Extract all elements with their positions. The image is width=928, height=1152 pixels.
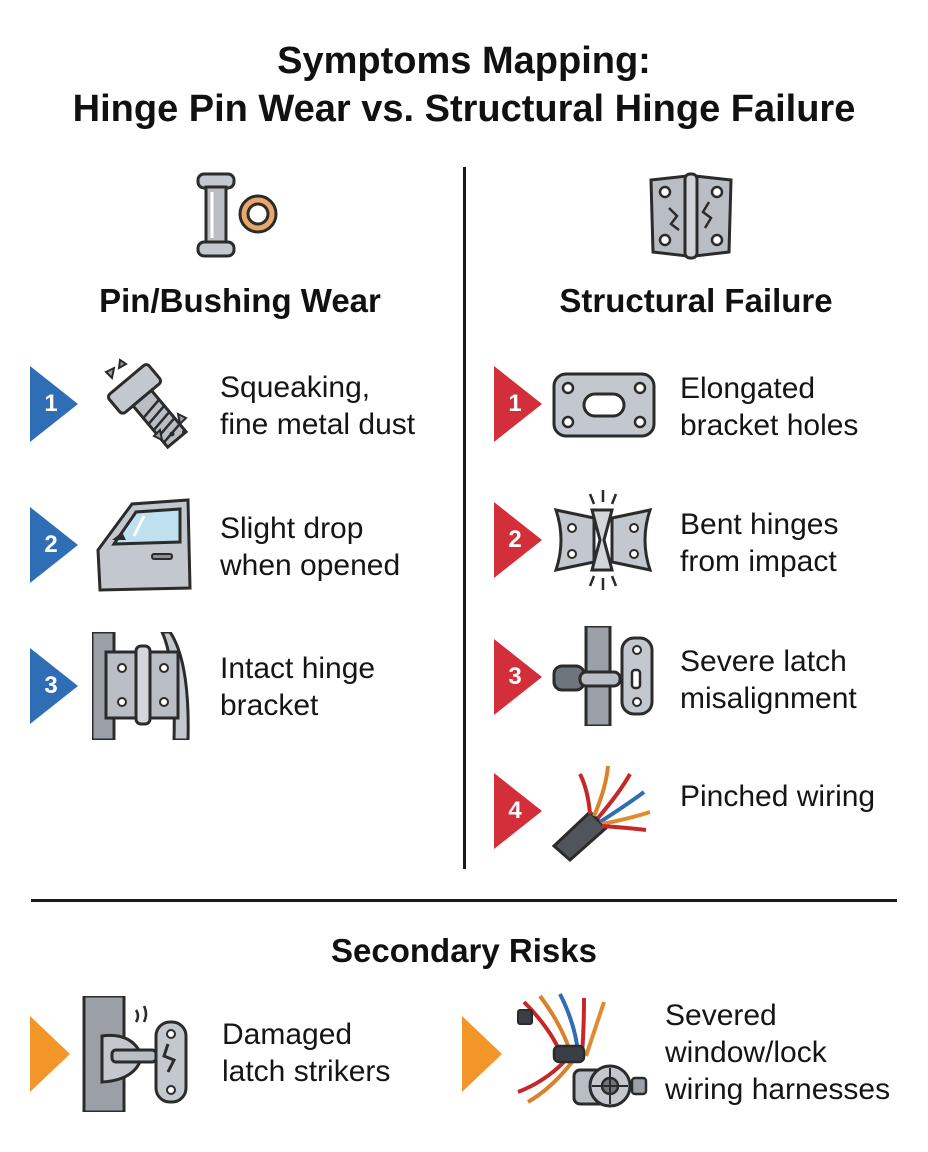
wear-item-1-line-2: fine metal dust (220, 408, 416, 441)
failure-badge-4 (494, 773, 542, 849)
failure-item-4-line-1: Pinched wiring (680, 780, 876, 813)
damaged-striker-icon (82, 996, 192, 1112)
wear-item-2-line-1: Slight drop (220, 512, 364, 545)
pinched-wires-icon (550, 762, 660, 862)
worn-bolt-icon (92, 352, 204, 458)
misaligned-latch-icon (552, 626, 656, 726)
title-line-1: Symptoms Mapping: (277, 40, 651, 82)
failure-badge-4-number: 4 (508, 797, 522, 824)
failure-badge-1 (494, 366, 542, 442)
failure-badge-2 (494, 502, 542, 578)
wear-badge-2-number: 2 (44, 531, 58, 558)
secondary-heading: Secondary Risks (331, 932, 597, 969)
title-line-2: Hinge Pin Wear vs. Structural Hinge Failure (72, 88, 856, 130)
failure-item-2-line-1: Bent hinges (680, 508, 839, 541)
cracked-hinge-icon (643, 168, 739, 264)
section-divider (31, 899, 897, 902)
failure-item-3-line-2: misalignment (680, 682, 857, 715)
secondary-item-2-line-3: wiring harnesses (665, 1073, 891, 1106)
failure-item-1-line-2: bracket holes (680, 409, 859, 442)
wiring-harness-motor-icon (514, 992, 654, 1112)
failure-item-1-line-1: Elongated (680, 372, 816, 405)
car-door-icon (92, 492, 198, 598)
column-divider (463, 167, 466, 869)
wear-badge-3 (30, 648, 78, 724)
failure-badge-1-number: 1 (508, 390, 522, 417)
wear-badge-2 (30, 507, 78, 583)
failure-item-2-line-2: from impact (680, 545, 837, 578)
failure-item-3-line-1: Severe latch (680, 645, 847, 678)
secondary-item-2-line-1: Severed (665, 999, 777, 1032)
wear-item-2-line-2: when opened (220, 549, 401, 582)
wear-item-3-line-2: bracket (220, 689, 319, 722)
intact-hinge-icon (92, 632, 196, 740)
failure-badge-3 (494, 639, 542, 715)
wear-badge-3-number: 3 (44, 672, 58, 699)
secondary-badge-1 (30, 1016, 78, 1092)
secondary-badge-2 (462, 1016, 510, 1092)
secondary-item-1-line-1: Damaged (222, 1018, 353, 1051)
secondary-item-2-line-2: window/lock (665, 1036, 827, 1069)
pin-and-bushing-icon (194, 170, 284, 262)
right-column-heading: Structural Failure (559, 282, 833, 319)
left-column-heading: Pin/Bushing Wear (99, 282, 381, 319)
wear-item-1-line-1: Squeaking, (220, 371, 371, 404)
bent-hinge-icon (550, 488, 656, 592)
failure-badge-3-number: 3 (508, 663, 522, 690)
secondary-item-1-line-2: latch strikers (222, 1055, 391, 1088)
wear-item-3-line-1: Intact hinge (220, 652, 376, 685)
failure-badge-2-number: 2 (508, 526, 522, 553)
elongated-bracket-icon (552, 372, 656, 438)
wear-badge-1-number: 1 (44, 390, 58, 417)
wear-badge-1 (30, 366, 78, 442)
